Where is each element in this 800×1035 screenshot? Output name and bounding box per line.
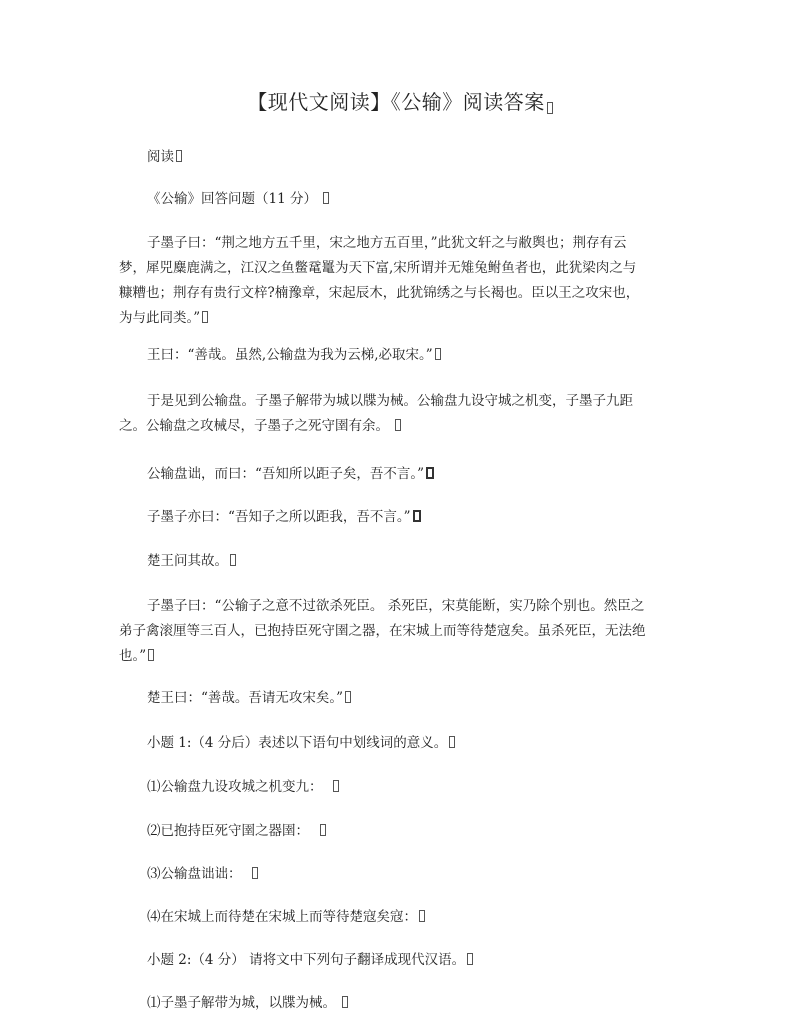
text-line: 子墨子曰：“公输子之意不过欲杀死臣。 杀死臣，宋莫能断，实乃除个别也。然臣之	[147, 598, 645, 614]
paragraph-question-header	[119, 187, 689, 212]
paragraph-passage-2	[119, 343, 689, 368]
text-line: 子墨子曰：“荆之地方五千里，宋之地方五百里，”此犹文轩之与敝舆也；荆存有云	[147, 235, 627, 251]
line-text: 《公输》回答问题（11 分）	[147, 191, 317, 207]
paragraph-passage-3	[119, 389, 689, 439]
text-line: 弟子禽滚厘等三百人，已抱持臣死守圉之器，在宋城上而等待楚寇矣。虽杀死臣，无法绝	[119, 623, 646, 639]
question-1-item-1	[119, 775, 689, 800]
placeholder-mark	[467, 953, 473, 965]
line-text: 之。公输盘之攻械尽，子墨子之死守圉有余。	[119, 418, 389, 434]
line-text: 王曰：“善哉。虽然,公输盘为我为云梯,必取宋。”	[147, 347, 433, 363]
placeholder-mark	[333, 780, 339, 792]
document-title	[0, 88, 800, 116]
line-text: 也。”	[119, 648, 147, 664]
question-2-item-1	[119, 991, 689, 1016]
line-text: ⑶公输盘诎诎：	[147, 866, 242, 882]
placeholder-mark	[202, 311, 208, 323]
paragraph-passage-7	[119, 594, 689, 669]
placeholder-mark	[252, 867, 258, 879]
paragraph-passage-5	[119, 505, 689, 530]
placeholder-mark	[345, 691, 351, 703]
paragraph-passage-1	[119, 231, 689, 331]
placeholder-mark	[148, 649, 154, 661]
paragraph-passage-6	[119, 549, 689, 574]
question-2-header	[119, 948, 689, 973]
line-text: 阅读	[147, 149, 174, 165]
placeholder-mark	[323, 192, 329, 204]
placeholder-mark	[395, 419, 401, 431]
placeholder-mark	[230, 554, 236, 566]
line-text: 楚王曰：“善哉。吾请无攻宋矣。”	[147, 690, 344, 706]
question-1-item-2	[119, 819, 689, 844]
line-text: 小题 2:（4 分） 请将文中下列句子翻译成现代汉语。	[147, 952, 466, 968]
paragraph-passage-8	[119, 686, 689, 711]
paragraph-passage-4	[119, 462, 689, 487]
line-text: ⑴子墨子解带为城，以牒为械。	[147, 995, 336, 1011]
placeholder-mark	[449, 736, 455, 748]
placeholder-mark	[320, 824, 326, 836]
line-text: 公输盘诎，而曰：“吾知所以距子矣，吾不言。”	[147, 466, 425, 482]
paragraph-read-label	[119, 145, 689, 170]
placeholder-mark	[547, 102, 553, 114]
text-line: 于是见到公输盘。子墨子解带为城以牒为械。公输盘九设守城之机变，子墨子九距	[147, 393, 633, 409]
text-line: 梦，犀兕麋鹿满之，江汉之鱼鳖鼋鼍为天下富,宋所谓并无雉兔鲋鱼者也，此犹梁肉之与	[119, 260, 637, 276]
line-text: 楚王问其故。	[147, 553, 228, 569]
line-text: 小题 1:（4 分后）表述以下语句中划线词的意义。	[147, 735, 448, 751]
placeholder-mark	[435, 348, 441, 360]
line-text: 子墨子亦曰：“吾知子之所以距我，吾不言。”	[147, 509, 411, 525]
question-1-item-4	[119, 905, 689, 930]
placeholder-mark	[342, 996, 348, 1008]
text-line: 糠糟也；荆存有贵行文梓?楠豫章，宋起辰木，此犹锦绣之与长褐也。臣以王之攻宋也，	[119, 285, 640, 301]
placeholder-mark	[419, 910, 425, 922]
placeholder-mark	[413, 510, 421, 522]
line-text: ⑴公输盘九设攻城之机变九：	[147, 779, 323, 795]
placeholder-mark	[176, 150, 182, 162]
title-text: 【现代文阅读】《公输》阅读答案	[247, 90, 545, 114]
question-1-item-3	[119, 862, 689, 887]
line-text: ⑵已抱持臣死守圉之器圉：	[147, 823, 309, 839]
line-text: 为与此同类。”	[119, 310, 201, 326]
placeholder-mark	[426, 467, 434, 479]
line-text: ⑷在宋城上而待楚在宋城上而等待楚寇矣寇：	[147, 909, 417, 925]
question-1-header	[119, 731, 689, 756]
